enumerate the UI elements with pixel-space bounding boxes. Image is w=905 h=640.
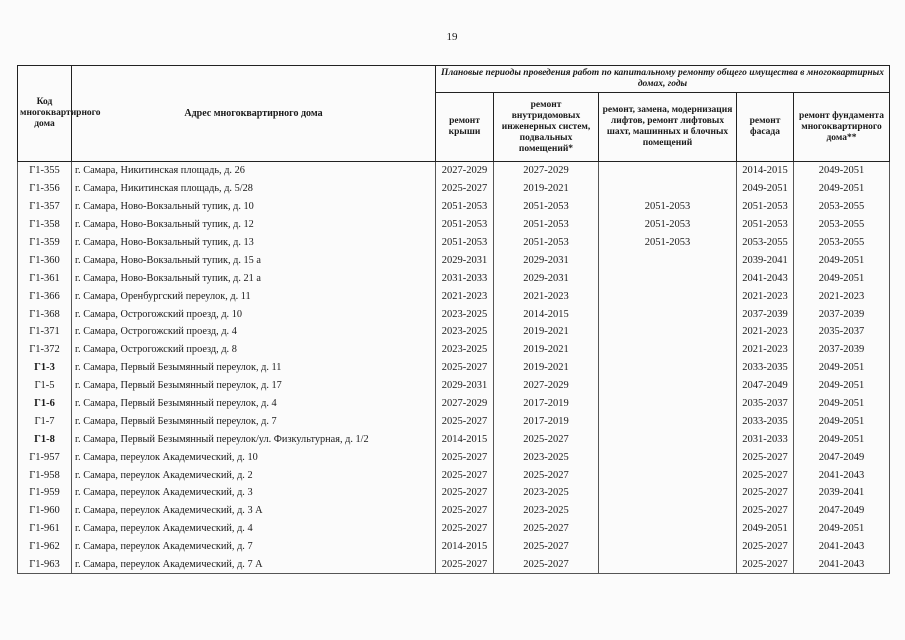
cell-lifts-repair [599,430,737,448]
table-row [18,412,890,430]
cell-foundation-repair: 2053-2055 [794,216,890,234]
cell-foundation-repair: 2049-2051 [794,180,890,198]
cell-code: Г1-6 [18,395,72,413]
table-row [18,359,890,377]
cell-foundation-repair: 2047-2049 [794,502,890,520]
cell-address: г. Самара, Первый Безымянный переулок, д. 4 [72,395,436,413]
cell-foundation-repair: 2053-2055 [794,198,890,216]
cell-foundation-repair: 2049-2051 [794,520,890,538]
cell-code: Г1-372 [18,341,72,359]
cell-address: г. Самара, Первый Безымянный переулок, д. 11 [72,359,436,377]
table-row [18,341,890,359]
header-code: Код многоквартирного дома [18,66,72,162]
cell-code: Г1-8 [18,430,72,448]
cell-roof-repair: 2025-2027 [436,520,494,538]
cell-code: Г1-960 [18,502,72,520]
cell-lifts-repair [599,412,737,430]
cell-foundation-repair: 2037-2039 [794,305,890,323]
cell-lifts-repair [599,377,737,395]
cell-systems-repair: 2023-2025 [494,448,599,466]
cell-lifts-repair [599,287,737,305]
cell-systems-repair: 2019-2021 [494,180,599,198]
table-row [18,395,890,413]
cell-foundation-repair: 2049-2051 [794,251,890,269]
cell-lifts-repair [599,359,737,377]
cell-code: Г1-359 [18,234,72,252]
cell-lifts-repair [599,395,737,413]
cell-address: г. Самара, Никитинская площадь, д. 5/28 [72,180,436,198]
cell-systems-repair: 2025-2027 [494,556,599,574]
cell-address: г. Самара, Острогожский проезд, д. 8 [72,341,436,359]
cell-lifts-repair [599,556,737,574]
cell-foundation-repair: 2053-2055 [794,234,890,252]
cell-address: г. Самара, Первый Безымянный переулок, д. 7 [72,412,436,430]
header-roof-repair: ремонт крыши [436,93,494,162]
cell-address: г. Самара, Ново-Вокзальный тупик, д. 15 а [72,251,436,269]
cell-facade-repair: 2025-2027 [737,484,794,502]
cell-code: Г1-366 [18,287,72,305]
cell-lifts-repair [599,341,737,359]
cell-code: Г1-371 [18,323,72,341]
cell-systems-repair: 2017-2019 [494,395,599,413]
header-foundation-repair: ремонт фундамента многоквартирного дома** [794,93,890,162]
cell-roof-repair: 2025-2027 [436,502,494,520]
cell-facade-repair: 2047-2049 [737,377,794,395]
cell-lifts-repair [599,323,737,341]
cell-facade-repair: 2025-2027 [737,466,794,484]
cell-roof-repair: 2025-2027 [436,556,494,574]
cell-roof-repair: 2051-2053 [436,216,494,234]
header-address: Адрес многоквартирного дома [72,66,436,162]
table-row [18,162,890,180]
cell-roof-repair: 2051-2053 [436,198,494,216]
cell-lifts-repair [599,484,737,502]
cell-lifts-repair [599,162,737,180]
cell-address: г. Самара, Первый Безымянный переулок, д. 17 [72,377,436,395]
cell-roof-repair: 2027-2029 [436,162,494,180]
table-row [18,269,890,287]
cell-roof-repair: 2029-2031 [436,251,494,269]
cell-lifts-repair [599,520,737,538]
table-row [18,287,890,305]
table-row [18,234,890,252]
cell-code: Г1-355 [18,162,72,180]
table-row [18,502,890,520]
cell-systems-repair: 2051-2053 [494,216,599,234]
cell-roof-repair: 2051-2053 [436,234,494,252]
cell-roof-repair: 2021-2023 [436,287,494,305]
cell-facade-repair: 2035-2037 [737,395,794,413]
cell-address: г. Самара, переулок Академический, д. 3 [72,484,436,502]
table-row [18,466,890,484]
cell-roof-repair: 2025-2027 [436,484,494,502]
cell-address: г. Самара, Никитинская площадь, д. 26 [72,162,436,180]
cell-address: г. Самара, Первый Безымянный переулок/ул. Физкультурная, д. 1/2 [72,430,436,448]
cell-foundation-repair: 2035-2037 [794,323,890,341]
cell-code: Г1-959 [18,484,72,502]
cell-code: Г1-962 [18,538,72,556]
table-row [18,377,890,395]
cell-lifts-repair [599,538,737,556]
cell-systems-repair: 2023-2025 [494,484,599,502]
cell-code: Г1-368 [18,305,72,323]
cell-facade-repair: 2039-2041 [737,251,794,269]
cell-roof-repair: 2023-2025 [436,341,494,359]
cell-systems-repair: 2019-2021 [494,341,599,359]
cell-code: Г1-356 [18,180,72,198]
cell-systems-repair: 2051-2053 [494,198,599,216]
cell-roof-repair: 2014-2015 [436,430,494,448]
cell-lifts-repair: 2051-2053 [599,216,737,234]
table-row [18,216,890,234]
cell-roof-repair: 2025-2027 [436,359,494,377]
header-lifts-repair: ремонт, замена, модернизация лифтов, ремонт лифтовых шахт, машинных и блочных помещений [599,93,737,162]
capital-repair-schedule-table [17,65,890,574]
cell-roof-repair: 2014-2015 [436,538,494,556]
table-row [18,484,890,502]
cell-foundation-repair: 2041-2043 [794,466,890,484]
table-row [18,198,890,216]
cell-foundation-repair: 2049-2051 [794,395,890,413]
cell-facade-repair: 2025-2027 [737,448,794,466]
cell-code: Г1-361 [18,269,72,287]
cell-roof-repair: 2025-2027 [436,412,494,430]
cell-systems-repair: 2023-2025 [494,502,599,520]
cell-facade-repair: 2021-2023 [737,323,794,341]
cell-code: Г1-357 [18,198,72,216]
table-body [18,162,890,574]
cell-facade-repair: 2053-2055 [737,234,794,252]
cell-lifts-repair [599,448,737,466]
cell-systems-repair: 2027-2029 [494,162,599,180]
cell-code: Г1-7 [18,412,72,430]
cell-foundation-repair: 2021-2023 [794,287,890,305]
cell-address: г. Самара, переулок Академический, д. 7 [72,538,436,556]
cell-lifts-repair [599,502,737,520]
cell-lifts-repair [599,305,737,323]
cell-facade-repair: 2031-2033 [737,430,794,448]
cell-facade-repair: 2014-2015 [737,162,794,180]
cell-address: г. Самара, Оренбургский переулок, д. 11 [72,287,436,305]
cell-facade-repair: 2049-2051 [737,180,794,198]
cell-code: Г1-358 [18,216,72,234]
cell-roof-repair: 2027-2029 [436,395,494,413]
cell-address: г. Самара, Ново-Вокзальный тупик, д. 13 [72,234,436,252]
cell-address: г. Самара, Острогожский проезд, д. 4 [72,323,436,341]
header-planned-periods: Плановые периоды проведения работ по капитальному ремонту общего имущества в многоквартирных домах, годы [436,66,890,93]
cell-facade-repair: 2021-2023 [737,287,794,305]
cell-address: г. Самара, Острогожский проезд, д. 10 [72,305,436,323]
cell-facade-repair: 2025-2027 [737,556,794,574]
cell-code: Г1-961 [18,520,72,538]
cell-systems-repair: 2025-2027 [494,538,599,556]
cell-facade-repair: 2049-2051 [737,520,794,538]
cell-lifts-repair [599,180,737,198]
cell-code: Г1-360 [18,251,72,269]
table-row [18,520,890,538]
page-number: 19 [446,31,458,43]
cell-facade-repair: 2033-2035 [737,359,794,377]
cell-code: Г1-5 [18,377,72,395]
cell-systems-repair: 2051-2053 [494,234,599,252]
cell-facade-repair: 2051-2053 [737,198,794,216]
table-row [18,251,890,269]
cell-foundation-repair: 2049-2051 [794,359,890,377]
table-row [18,323,890,341]
table-header [18,66,890,162]
cell-address: г. Самара, Ново-Вокзальный тупик, д. 12 [72,216,436,234]
cell-address: г. Самара, переулок Академический, д. 4 [72,520,436,538]
cell-address: г. Самара, переулок Академический, д. 2 [72,466,436,484]
cell-address: г. Самара, переулок Академический, д. 3 А [72,502,436,520]
cell-lifts-repair: 2051-2053 [599,234,737,252]
cell-systems-repair: 2027-2029 [494,377,599,395]
cell-systems-repair: 2029-2031 [494,269,599,287]
cell-systems-repair: 2017-2019 [494,412,599,430]
table-row [18,538,890,556]
cell-foundation-repair: 2039-2041 [794,484,890,502]
cell-address: г. Самара, Ново-Вокзальный тупик, д. 10 [72,198,436,216]
table-row [18,556,890,574]
cell-facade-repair: 2033-2035 [737,412,794,430]
table-row [18,448,890,466]
table-row [18,305,890,323]
table-row [18,430,890,448]
cell-facade-repair: 2051-2053 [737,216,794,234]
cell-foundation-repair: 2047-2049 [794,448,890,466]
cell-facade-repair: 2041-2043 [737,269,794,287]
cell-foundation-repair: 2049-2051 [794,269,890,287]
cell-lifts-repair [599,269,737,287]
cell-foundation-repair: 2041-2043 [794,556,890,574]
cell-facade-repair: 2037-2039 [737,305,794,323]
cell-systems-repair: 2019-2021 [494,323,599,341]
cell-facade-repair: 2025-2027 [737,502,794,520]
cell-roof-repair: 2025-2027 [436,180,494,198]
cell-foundation-repair: 2049-2051 [794,430,890,448]
cell-systems-repair: 2025-2027 [494,520,599,538]
cell-roof-repair: 2031-2033 [436,269,494,287]
cell-code: Г1-963 [18,556,72,574]
cell-roof-repair: 2025-2027 [436,466,494,484]
cell-lifts-repair: 2051-2053 [599,198,737,216]
cell-address: г. Самара, переулок Академический, д. 7 А [72,556,436,574]
cell-code: Г1-3 [18,359,72,377]
cell-roof-repair: 2025-2027 [436,448,494,466]
cell-systems-repair: 2021-2023 [494,287,599,305]
cell-code: Г1-958 [18,466,72,484]
cell-lifts-repair [599,466,737,484]
cell-systems-repair: 2019-2021 [494,359,599,377]
cell-systems-repair: 2029-2031 [494,251,599,269]
cell-foundation-repair: 2049-2051 [794,162,890,180]
cell-facade-repair: 2021-2023 [737,341,794,359]
table-row [18,180,890,198]
cell-systems-repair: 2025-2027 [494,430,599,448]
cell-foundation-repair: 2041-2043 [794,538,890,556]
cell-roof-repair: 2023-2025 [436,305,494,323]
cell-facade-repair: 2025-2027 [737,538,794,556]
header-facade-repair: ремонт фасада [737,93,794,162]
cell-roof-repair: 2029-2031 [436,377,494,395]
cell-lifts-repair [599,251,737,269]
cell-code: Г1-957 [18,448,72,466]
header-systems-repair: ремонт внутридомовых инженерных систем, подвальных помещений* [494,93,599,162]
cell-address: г. Самара, переулок Академический, д. 10 [72,448,436,466]
cell-systems-repair: 2025-2027 [494,466,599,484]
cell-address: г. Самара, Ново-Вокзальный тупик, д. 21 а [72,269,436,287]
cell-foundation-repair: 2037-2039 [794,341,890,359]
cell-foundation-repair: 2049-2051 [794,412,890,430]
cell-roof-repair: 2023-2025 [436,323,494,341]
cell-systems-repair: 2014-2015 [494,305,599,323]
cell-foundation-repair: 2049-2051 [794,377,890,395]
